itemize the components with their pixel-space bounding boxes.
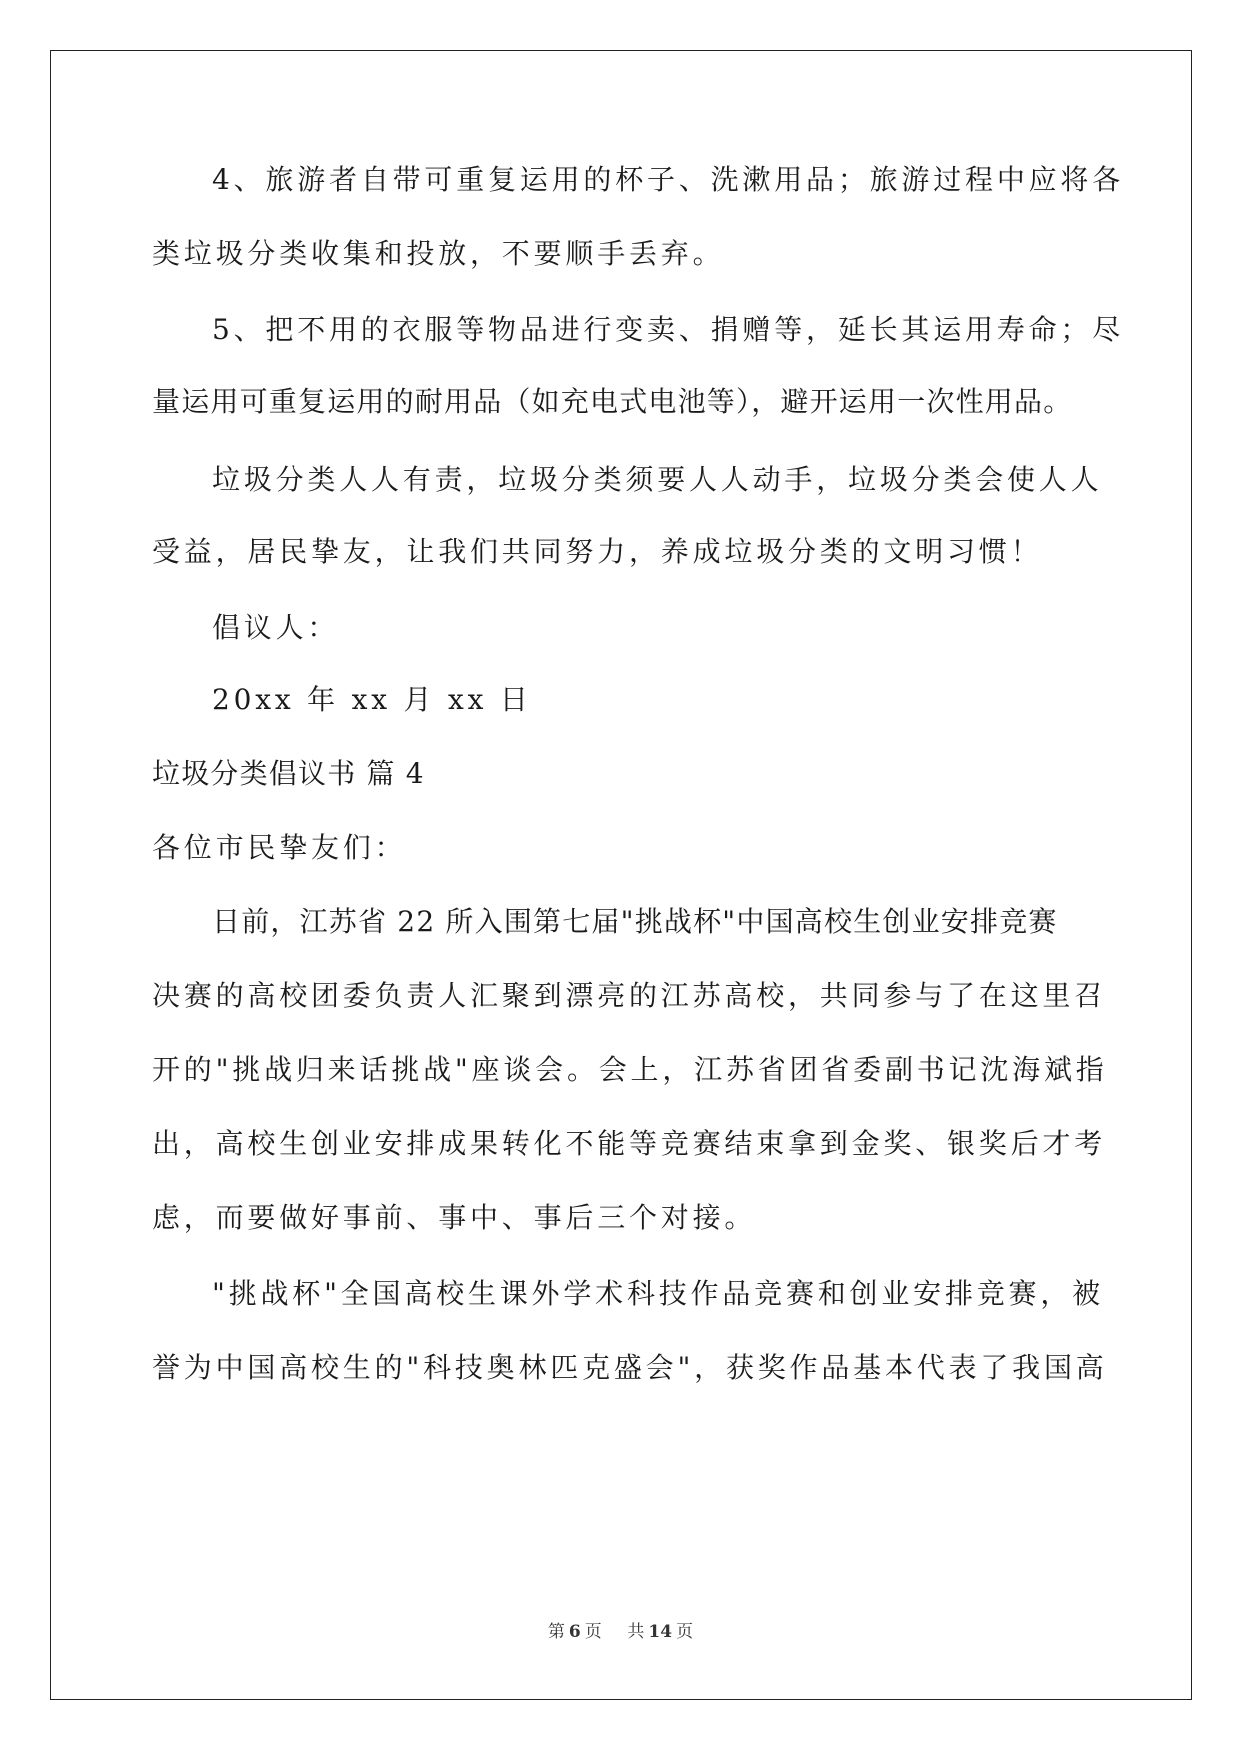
total-prefix: 共 <box>627 1622 645 1642</box>
paragraph-5-line-2: 誉为中国高校生的"科技奥林匹克盛会"，获奖作品基本代表了我国高 <box>152 1351 1108 1384</box>
page-border <box>50 50 1192 1700</box>
paragraph-1-line-1: 4、旅游者自带可重复运用的杯子、洗漱用品；旅游过程中应将各 <box>212 163 1125 196</box>
section-heading: 垃圾分类倡议书 篇 4 <box>152 757 425 790</box>
total-suffix: 页 <box>676 1622 694 1642</box>
paragraph-4-line-2: 决赛的高校团委负责人汇聚到漂亮的江苏高校，共同参与了在这里召 <box>152 979 1107 1012</box>
page-footer <box>0 1620 1241 1644</box>
total-pages: 14 <box>648 1622 673 1642</box>
paragraph-4-line-5: 虑，而要做好事前、事中、事后三个对接。 <box>152 1201 757 1234</box>
paragraph-1-line-2: 类垃圾分类收集和投放，不要顺手丢弃。 <box>152 237 725 270</box>
paragraph-2-line-1: 5、把不用的衣服等物品进行变卖、捐赠等，延长其运用寿命；尽 <box>212 313 1125 346</box>
page-suffix: 页 <box>584 1622 602 1642</box>
page-prefix: 第 <box>547 1622 565 1642</box>
paragraph-4-line-1: 日前，江苏省 22 所入围第七届"挑战杯"中国高校生创业安排竞赛 <box>212 905 1058 938</box>
paragraph-2-line-2: 量运用可重复运用的耐用品（如充电式电池等），避开运用一次性用品。 <box>152 385 1073 418</box>
signer-line: 倡议人： <box>212 611 340 644</box>
paragraph-4-line-4: 出，高校生创业安排成果转化不能等竞赛结束拿到金奖、银奖后才考 <box>152 1127 1107 1160</box>
paragraph-3-line-1: 垃圾分类人人有责，垃圾分类须要人人动手，垃圾分类会使人人 <box>212 463 1103 496</box>
paragraph-5-line-1: "挑战杯"全国高校生课外学术科技作品竞赛和创业安排竞赛，被 <box>212 1277 1104 1310</box>
paragraph-4-line-3: 开的"挑战归来话挑战"座谈会。会上，江苏省团省委副书记沈海斌指 <box>152 1053 1108 1086</box>
date-line: 20xx 年 xx 月 xx 日 <box>212 683 532 716</box>
salutation: 各位市民挚友们： <box>152 831 407 864</box>
paragraph-3-line-2: 受益，居民挚友，让我们共同努力，养成垃圾分类的文明习惯！ <box>152 535 1043 568</box>
page-number: 6 <box>568 1622 581 1642</box>
